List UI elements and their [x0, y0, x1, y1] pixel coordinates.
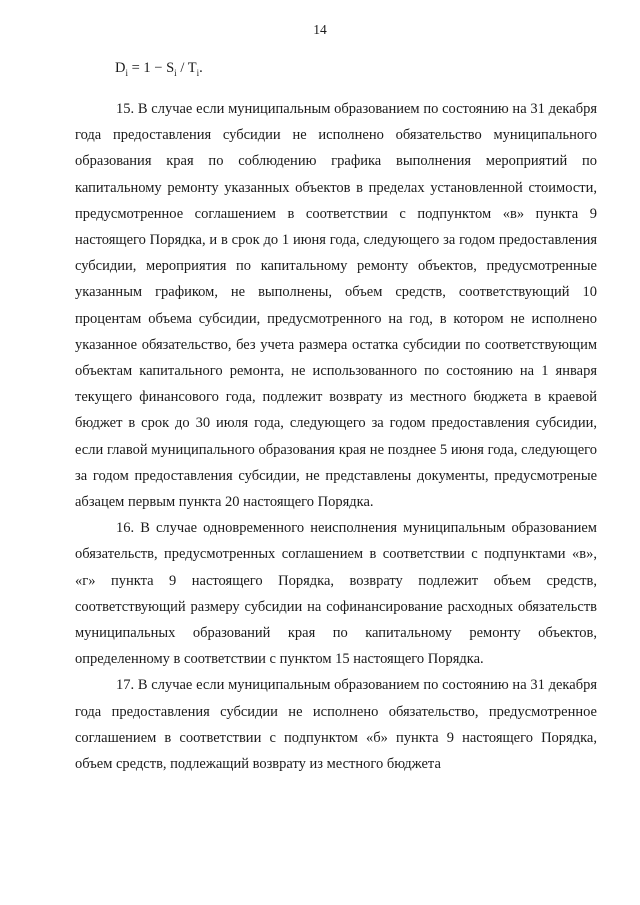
- formula-mid: = 1 − S: [128, 60, 175, 76]
- formula-div: / T: [176, 60, 197, 76]
- formula-lhs-subscript: i: [125, 67, 128, 78]
- formula-end: .: [199, 60, 203, 76]
- paragraph-17: 17. В случае если муниципальным образованием по состоянию на 31 декабря года предоставления субсидии не исполнено обязательство, предусмотренное соглашением в соответствии с подпунктом «б» пункта 9 настоящего Порядка, объем средств, подлежащий возврату из местного бюджета: [75, 677, 597, 773]
- body-text: [75, 96, 597, 777]
- page-number: 14: [313, 22, 327, 37]
- paragraph-16: 16. В случае одновременного неисполнения муниципальным образованием обязательств, предусмотренных соглашением в соответствии с подпунктами «в», «г» пункта 9 настоящего Порядка, возврату подлежит объем средств, соответствующий размеру субсидии на софинансирование расходных обязательств муниципальных образований края по капитальному ремонту объектов, определенному в соответствии с пунктом 15 настоящего Порядка.: [75, 520, 597, 668]
- formula-s-subscript: i: [174, 67, 177, 78]
- formula: [115, 60, 203, 78]
- paragraph-15: 15. В случае если муниципальным образованием по состоянию на 31 декабря года предоставления субсидии не исполнено обязательство муниципального образования края по соблюдению графика выполнения мероприятий по капитальному ремонту указанных объектов в пределах установленной стоимости, предусмотренное соглашением в соответствии с подпунктом «в» пункта 9 настоящего Порядка, и в срок до 1 июня года, следующего за годом предоставления субсидии, мероприятия по капитальному ремонту объектов, предусмотренные указанным графиком, не выполнены, объем средств, соответствующий 10 процентам объема субсидии, предусмотренного на год, в котором не исполнено указанное обязательство, без учета размера остатка субсидии по соответствующим объектам капитального ремонта, не использованного по состоянию на 1 января текущего финансового года, подлежит возврату из местного бюджета в краевой бюджет в срок до 30 июля года, следующего за годом предоставления субсидии, если главой муниципального образования края не позднее 5 июня года, следующего за годом предоставления субсидии, не представлены документы, предусмотреные абзацем первым пункта 20 настоящего Порядка.: [75, 101, 597, 511]
- formula-lhs: D: [115, 60, 126, 76]
- formula-t-subscript: i: [196, 67, 200, 78]
